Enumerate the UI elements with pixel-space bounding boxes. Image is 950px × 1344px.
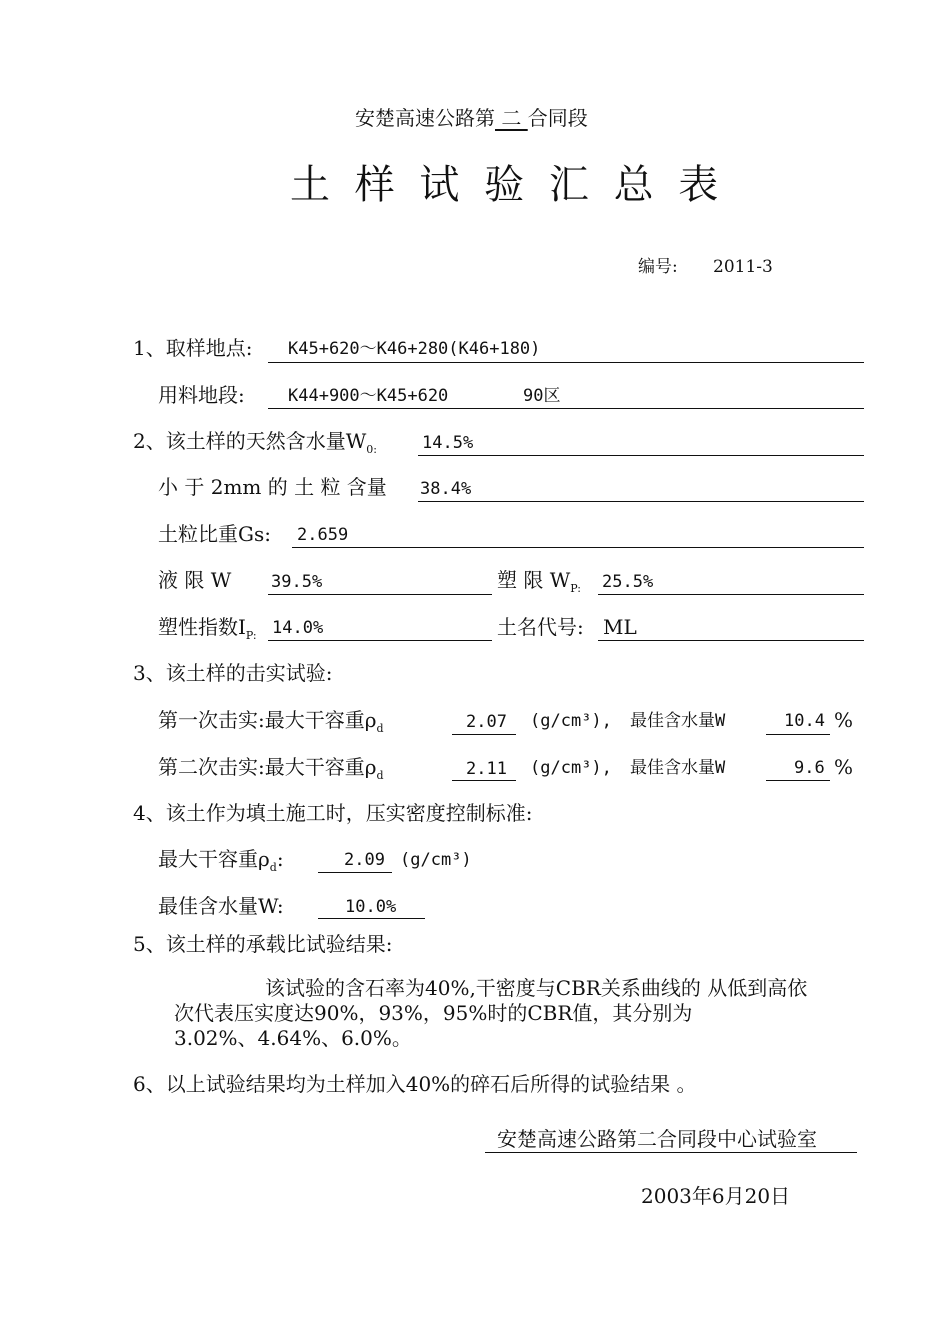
second-compaction-label	[158, 755, 384, 788]
second-omc-percent: %	[834, 755, 854, 779]
standard-omc-underline	[318, 918, 425, 919]
second-omc-value: 9.6	[794, 758, 825, 778]
second-compaction-text: 第二次击实:最大干容重ρ	[158, 755, 377, 779]
page-title: 土 样 试 验 汇 总 表	[290, 162, 725, 208]
material-section-label: 用料地段:	[158, 383, 245, 407]
project-prefix: 安楚高速公路第	[355, 106, 495, 130]
plastic-limit-label	[497, 568, 581, 601]
natural-moisture-subscript: 0:	[366, 443, 377, 456]
plasticity-index-value: 14.0%	[272, 618, 324, 638]
liquid-limit-label: 液 限 W	[158, 568, 232, 592]
first-max-density-underline	[452, 734, 516, 735]
natural-moisture-label	[133, 429, 377, 462]
specific-gravity-label: 土粒比重Gs:	[158, 522, 271, 546]
standard-density-unit: (g/cm³)	[400, 850, 472, 870]
cbr-result-line-1: 该试验的含石率为40%,干密度与CBR关系曲线的 从低到高依	[265, 976, 808, 1000]
fines-content-value: 38.4%	[420, 479, 472, 499]
plasticity-index-label	[158, 615, 257, 648]
project-suffix: 合同段	[527, 106, 588, 130]
second-density-unit: (g/cm³),	[530, 758, 612, 778]
sampling-location-underline	[268, 362, 864, 363]
cbr-result-title: 5、该土样的承载比试验结果:	[133, 932, 393, 956]
soil-code-underline	[598, 640, 864, 641]
material-section-value: K44+900～K45+620	[288, 386, 449, 406]
laboratory-name: 安楚高速公路第二合同段中心试验室	[497, 1127, 817, 1151]
compaction-standard-title: 4、该土作为填土施工时，压实密度控制标准:	[133, 801, 533, 825]
project-heading	[355, 106, 588, 130]
second-max-density-value: 2.11	[466, 759, 507, 779]
first-density-unit: (g/cm³),	[530, 711, 612, 731]
material-section-underline	[268, 408, 864, 409]
liquid-limit-value: 39.5%	[271, 572, 323, 592]
section-number: 二	[495, 106, 528, 130]
plasticity-index-underline	[268, 640, 492, 641]
standard-omc-value: 10.0%	[345, 897, 397, 917]
compaction-test-title: 3、该土样的击实试验:	[133, 661, 333, 685]
second-max-density-underline	[452, 780, 516, 781]
report-date: 2003年6月20日	[641, 1184, 791, 1208]
standard-density-text: 最大干容重ρ	[158, 847, 270, 871]
fines-content-underline	[418, 501, 864, 502]
laboratory-underline	[485, 1152, 857, 1153]
sampling-location-label: 1、取样地点:	[133, 336, 253, 360]
conclusion-note: 6、以上试验结果均为土样加入40%的碎石后所得的试验结果 。	[133, 1072, 697, 1096]
second-omc-underline	[766, 780, 830, 781]
specific-gravity-value: 2.659	[297, 525, 349, 545]
first-omc-label: 最佳含水量W	[630, 711, 726, 731]
report-number-value: 2011-3	[713, 257, 773, 277]
cbr-result-line-3: 3.02%、4.64%、6.0%。	[174, 1026, 412, 1050]
first-rho-subscript: d	[376, 722, 384, 735]
standard-density-colon: :	[276, 847, 284, 871]
material-zone-value: 90区	[523, 386, 561, 406]
natural-moisture-value: 14.5%	[422, 433, 474, 453]
natural-moisture-text: 2、该土样的天然含水量W	[133, 429, 367, 453]
second-omc-label: 最佳含水量W	[630, 758, 726, 778]
plasticity-index-subscript: P:	[245, 629, 257, 642]
sampling-location-value: K45+620～K46+280(K46+180)	[288, 339, 541, 359]
plastic-limit-subscript: P:	[570, 582, 581, 595]
liquid-limit-underline	[268, 594, 492, 595]
specific-gravity-underline	[292, 547, 864, 548]
soil-code-value: ML	[603, 615, 637, 639]
plastic-limit-underline	[598, 594, 864, 595]
first-omc-percent: %	[834, 708, 854, 732]
first-compaction-text: 第一次击实:最大干容重ρ	[158, 708, 377, 732]
natural-moisture-underline	[418, 455, 864, 456]
second-rho-subscript: d	[376, 769, 384, 782]
standard-density-label	[158, 847, 284, 880]
standard-rho-subscript: d	[269, 861, 277, 874]
standard-omc-label: 最佳含水量W:	[158, 894, 284, 918]
first-omc-underline	[766, 734, 830, 735]
report-number-label: 编号:	[638, 257, 678, 277]
standard-density-underline	[318, 872, 392, 873]
first-compaction-label	[158, 708, 384, 741]
fines-content-label: 小 于 2mm 的 土 粒 含量	[158, 475, 387, 499]
first-omc-value: 10.4	[784, 711, 825, 731]
cbr-result-line-2: 次代表压实度达90%，93%，95%时的CBR值，其分别为	[174, 1001, 693, 1025]
plastic-limit-value: 25.5%	[602, 572, 654, 592]
first-max-density-value: 2.07	[466, 712, 507, 732]
soil-code-label: 土名代号:	[497, 615, 584, 639]
plastic-limit-text: 塑 限 W	[497, 568, 571, 592]
standard-density-value: 2.09	[344, 850, 385, 870]
plasticity-index-text: 塑性指数I	[158, 615, 246, 639]
